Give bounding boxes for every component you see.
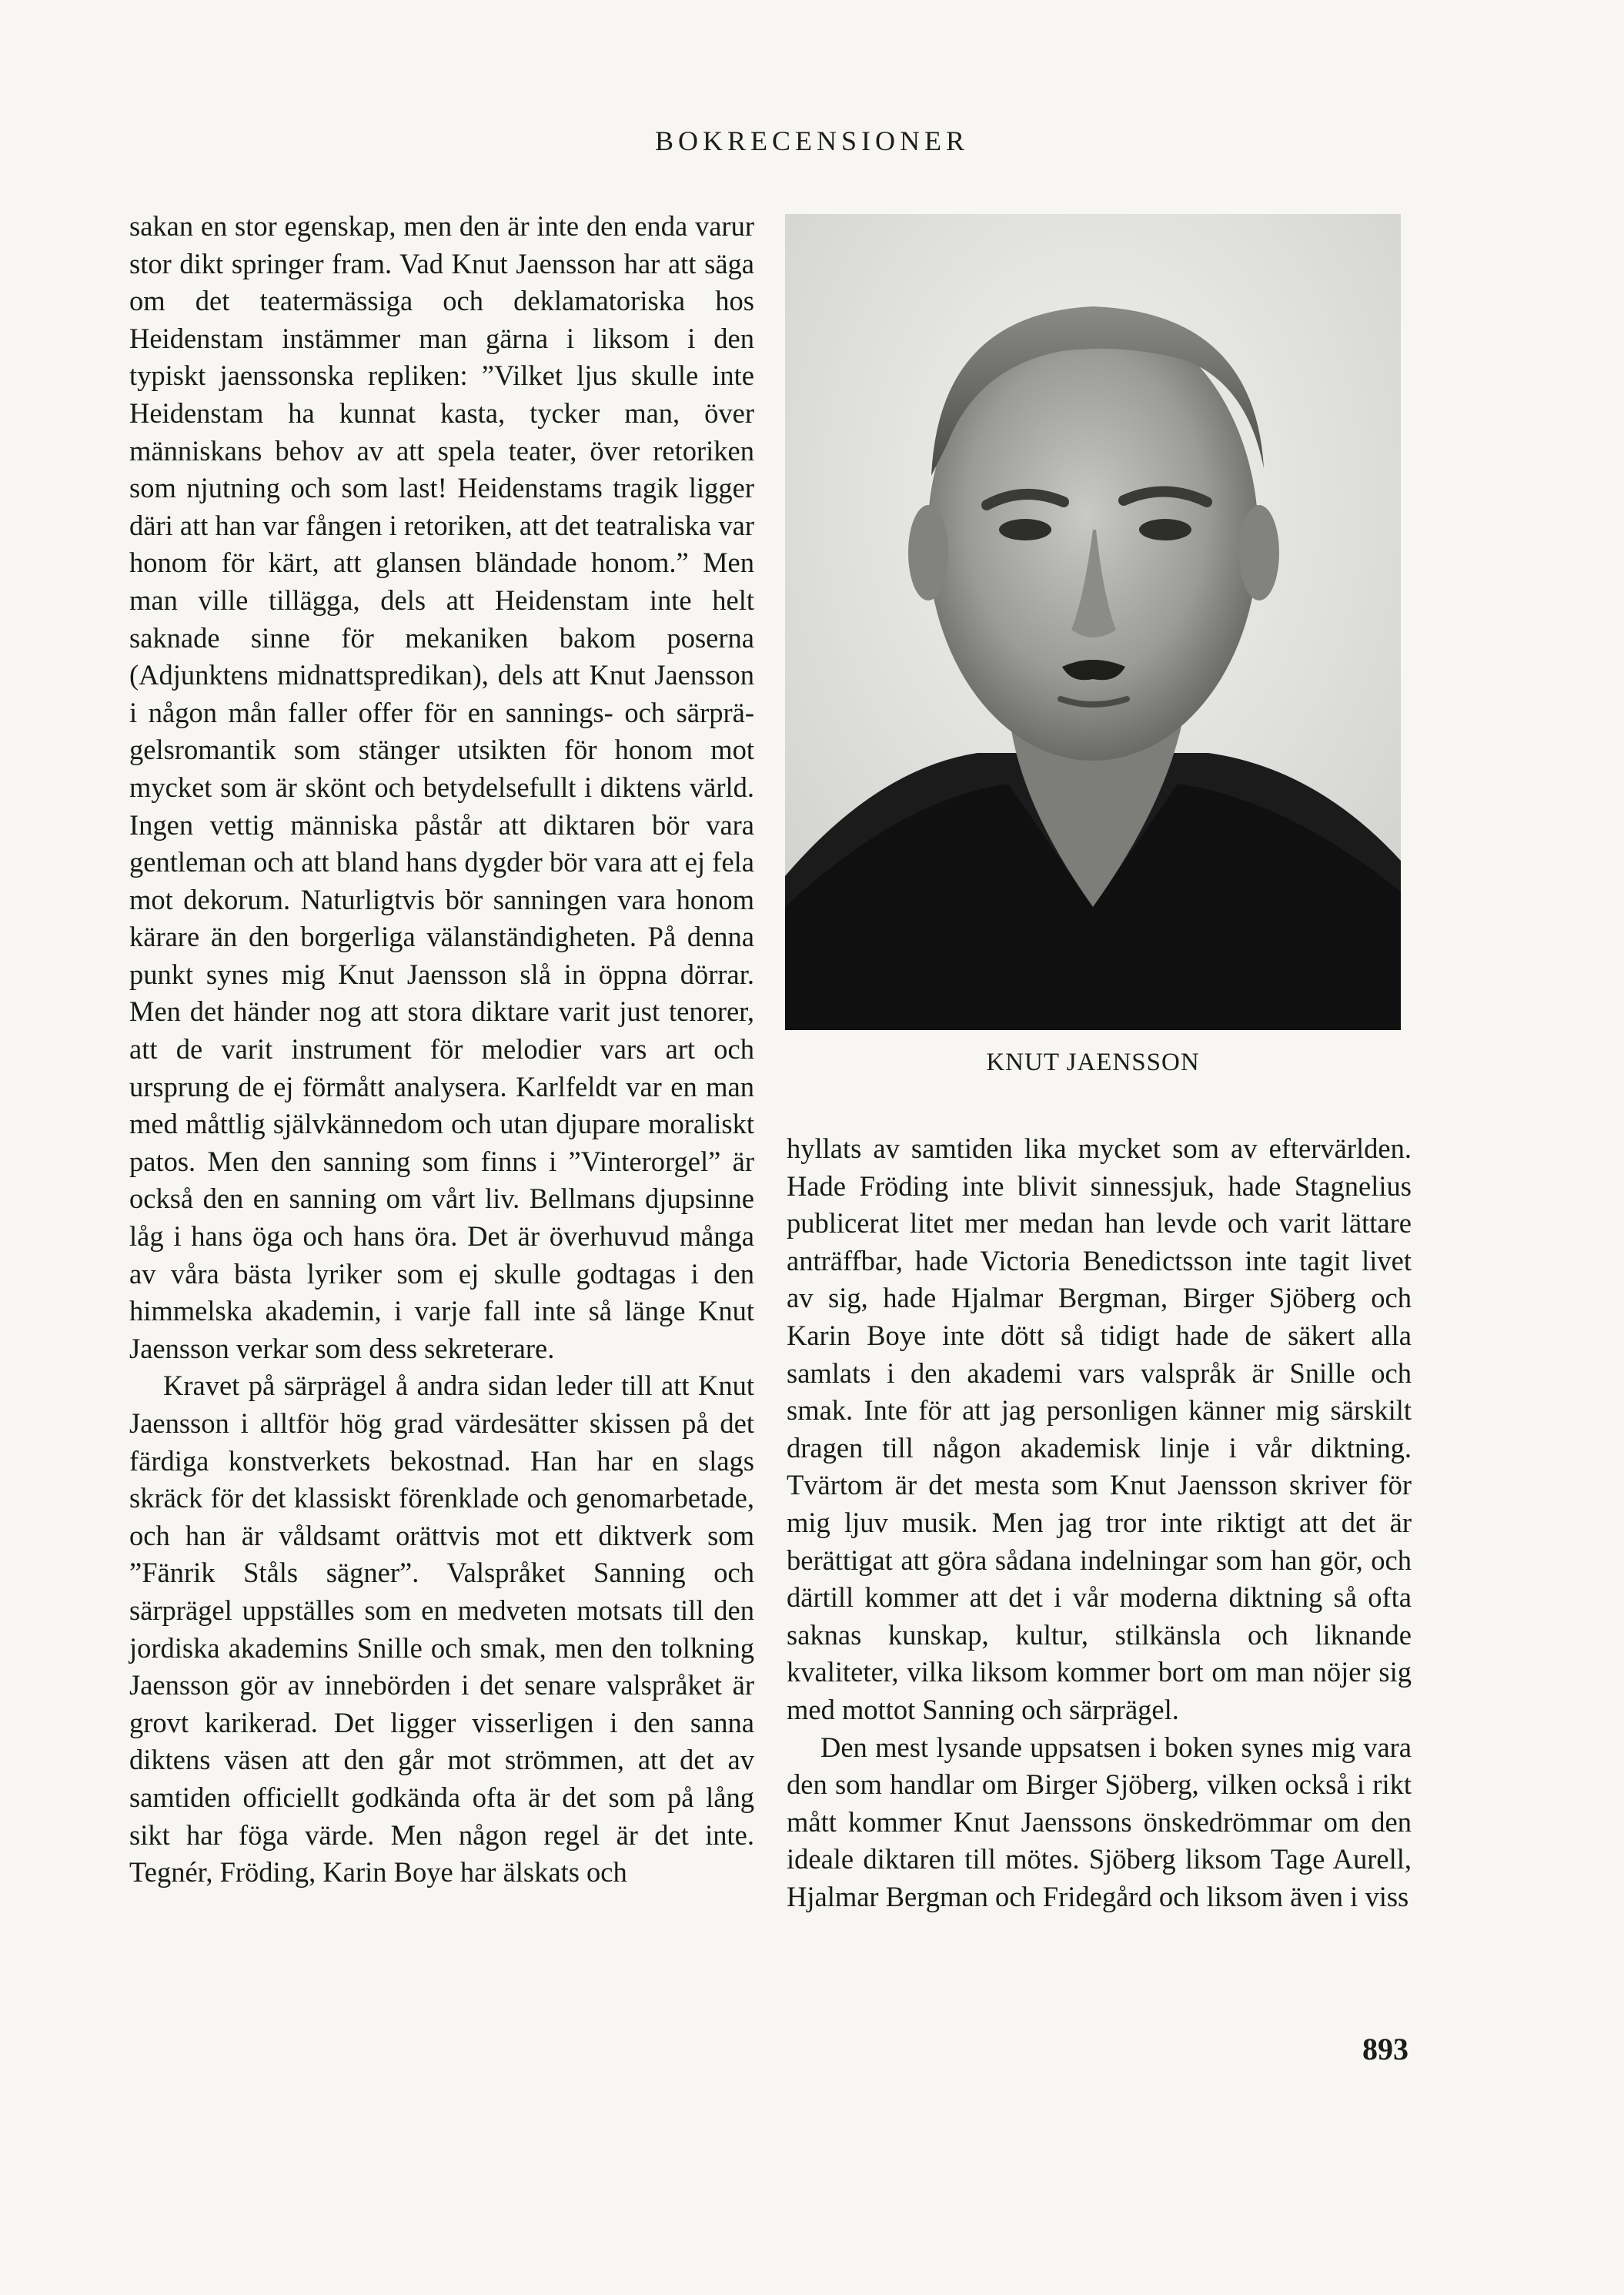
paragraph: hyllats av samtiden lika mycket som av eftervärlden. Hade Fröding inte blivit sinnessjuk, hade Stagnelius publicerat litet mer medan han levde och varit lättare anträffbar, hade Victoria Benedictsson inte tagit livet av sig, hade Hjalmar Bergman, Birger Sjöberg och Karin Boye inte dött så tidigt hade de säkert alla samlats i den akademi vars valspråk är Snille och smak. Inte för att jag personligen känner mig särskilt dragen till någon akademisk linje i vår diktning. Tvärtom är det mesta som Knut Jaensson skriver för mig ljuv musik. Men jag tror inte riktigt att det är berättigat att göra sådana indelningar som han gör, och därtill kommer att det i vår moderna diktning så ofta saknas kunskap, kultur, stilkänsla och liknande kvaliteter, vilka liksom kommer bort om man nöjer sig med mottot Sanning och särprägel. [787,1132,1412,1725]
figure-caption: KNUT JAENSSON [986,1049,1200,1076]
right-text-column [787,1130,1412,1915]
paragraph: Den mest lysande uppsatsen i boken synes mig vara den som handlar om Birger Sjöberg, vilken också i rikt mått kommer Knut Jaenssons önskedrömmar om den ideale diktaren till mötes. Sjöberg liksom Tage Aurell, Hjalmar Bergman och Fridegård och liksom även i viss [787,1731,1412,1912]
page-number: 893 [1362,2032,1408,2066]
running-header: BOKRECENSIONER [654,125,970,156]
left-text-column [129,208,754,1892]
paragraph: Kravet på särprägel å andra sidan leder till att Knut Jaensson i alltför hög grad värdesätter skissen på det färdiga konstverkets bekostnad. Han har en slags skräck för det klassiskt förenklade och genomarbetade, och han är våldsamt orättvis mot ett diktverk som ”Fänrik Ståls sägner”. Valspråket Sanning och särprägel uppställes som en medveten motsats till den jordiska akademins Snille och smak, men den tolkning Jaensson gör av innebörden i det senare valspråket är grovt karikerad. Det ligger visserligen i den sanna diktens väsen att den går mot strömmen, att det av samtiden officiellt godkända ofta är det som på lång sikt har föga värde. Men någon regel är det inte. Tegnér, Fröding, Karin Boye har älskats och [129,1370,754,1889]
paragraph: sakan en stor egenskap, men den är inte den enda varur stor dikt springer fram. Vad Knut Jaensson har att säga om det teatermässiga och deklamatoriska hos Heidenstam instämmer man gärna i liksom i den typiskt jaenssonska repliken: ”Vilket ljus skulle inte Heidenstam ha kunnat kasta, tycker man, över människans behov av att spela teater, över retoriken som njutning och som last! Heidenstams tragik ligger däri att han var fången i retoriken, att det teatraliska var honom för kärt, att glansen bländade honom.” Men man ville tillägga, dels att Heidenstam inte helt saknade sinne för mekaniken bakom poserna (Adjunktens midnattspredikan), dels att Knut Jaensson i någon mån faller offer för en sannings- och särprägelsromantik som stänger utsikten för honom mot mycket som är skönt och betydelsefullt i diktens värld. Ingen vettig människa påstår att diktaren bör vara gentleman och att bland hans dygder bör vara att ej fela mot dekorum. Naturligtvis bör sanningen vara honom kärare än den borgerliga välanständigheten. På denna punkt synes mig Knut Jaensson slå in öppna dörrar. Men det händer nog att stora diktare varit just tenorer, att de varit instrument för melodier vars art och ursprung de ej förmått analysera. Karlfeldt var en man med måttlig självkännedom och utan djupare moraliskt patos. Men den sanning som finns i ”Vinterorgel” är också den en sanning om vårt liv. Bellmans djupsinne låg i hans öga och hans öra. Det är överhuvud många av våra bästa lyriker som ej skulle godtagas i den himmelska akademin, i varje fall inte så länge Knut Jaensson verkar som dess sekreterare. [129,210,754,1364]
author-portrait-photo [785,214,1401,1030]
portrait-photo-icon [785,214,1401,1030]
